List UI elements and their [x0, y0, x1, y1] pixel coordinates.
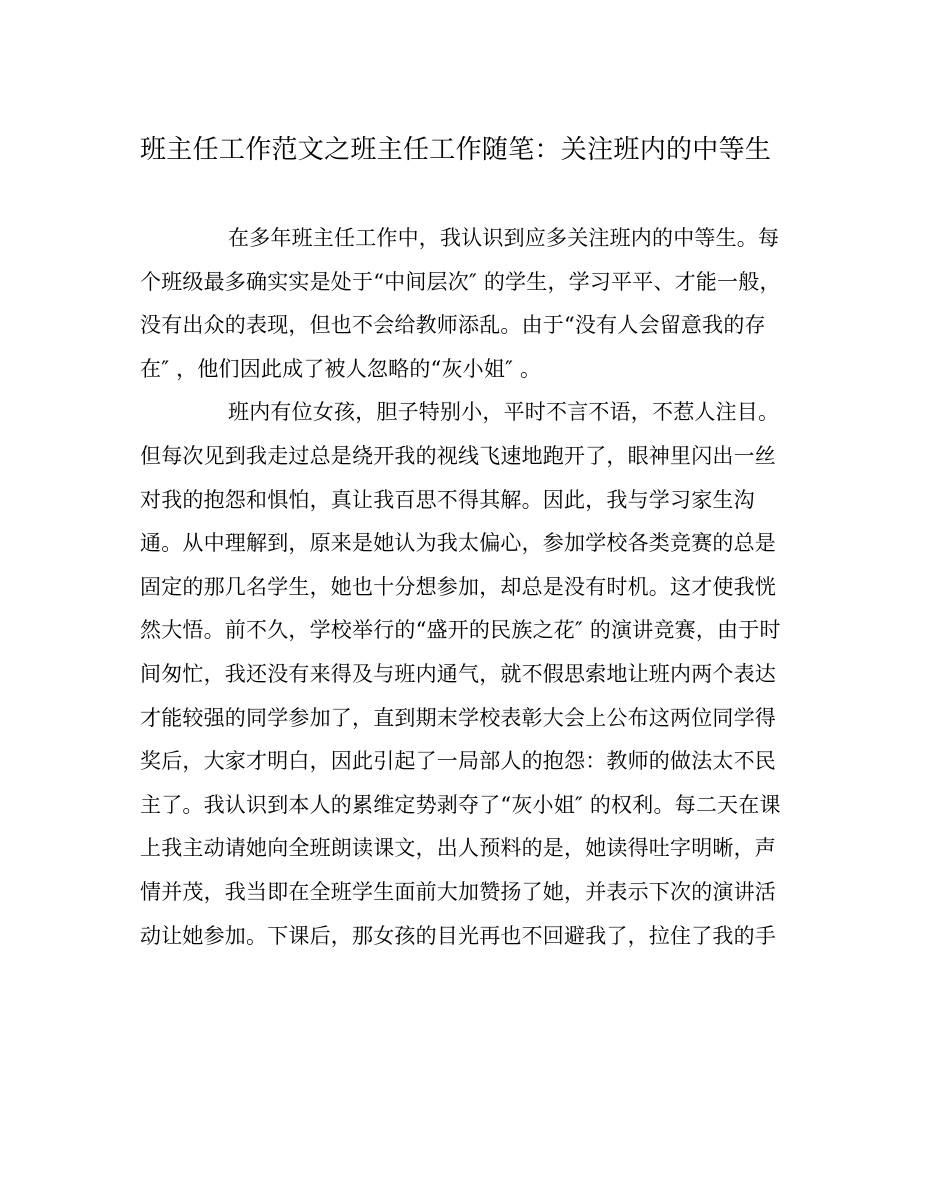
paragraph-2-line-6: 然大悟。前不久，学校举行的“盛开的民族之花″ 的演讲竞赛，由于时 — [140, 618, 781, 643]
paragraph-2-line-12: 情并茂，我当即在全班学生面前大加赞扬了她，并表示下次的演讲活 — [140, 879, 776, 904]
paragraph-2-line-3: 对我的抱怨和惧怕，真让我百思不得其解。因此，我与学习家生沟 — [140, 487, 755, 512]
paragraph-2-line-8: 才能较强的同学参加了，直到期末学校表彰大会上公布这两位同学得 — [140, 705, 776, 730]
paragraph-1-line-4: 在″ ，他们因此成了被人忽略的“灰小姐″ 。 — [140, 356, 542, 381]
document-title: 班主任工作范文之班主任工作随笔：关注班内的中等生 — [140, 135, 772, 165]
paragraph-2-line-4: 通。从中理解到，原来是她认为我太偏心，参加学校各类竞赛的总是 — [140, 531, 776, 556]
paragraph-2-line-5: 固定的那几名学生，她也十分想参加，却总是没有时机。这才使我恍 — [140, 574, 776, 599]
paragraph-2-line-13: 动让她参加。下课后，那女孩的目光再也不回避我了，拉住了我的手 — [140, 923, 776, 948]
paragraph-2-line-2: 但每次见到我走过总是绕开我的视线飞速地跑开了，眼神里闪出一丝 — [140, 443, 776, 468]
paragraph-1-line-3: 没有出众的表现，但也不会给教师添乱。由于“没有人会留意我的存 — [140, 313, 766, 338]
paragraph-2-line-10: 主了。我认识到本人的累维定势剥夺了“灰小姐″ 的权利。每二天在课 — [140, 792, 781, 817]
paragraph-2-line-11: 上我主动请她向全班朗读课文，出人预料的是，她读得吐字明晰，声 — [140, 836, 776, 861]
paragraph-1-line-1: 在多年班主任工作中，我认识到应多关注班内的中等生。每 — [228, 226, 780, 250]
paragraph-2-line-9: 奖后，大家才明白，因此引起了一局部人的抱怨：教师的做法太不民 — [140, 749, 776, 774]
document-body — [140, 217, 810, 958]
paragraph-2-line-7: 间匆忙，我还没有来得及与班内通气，就不假思索地让班内两个表达 — [140, 661, 776, 686]
paragraph-2-line-1: 班内有位女孩，胆子特别小，平时不言不语，不惹人注目。 — [228, 400, 780, 425]
paragraph-1-line-2: 个班级最多确实实是处于“中间层次″ 的学生，学习平平、才能一般， — [140, 269, 781, 294]
